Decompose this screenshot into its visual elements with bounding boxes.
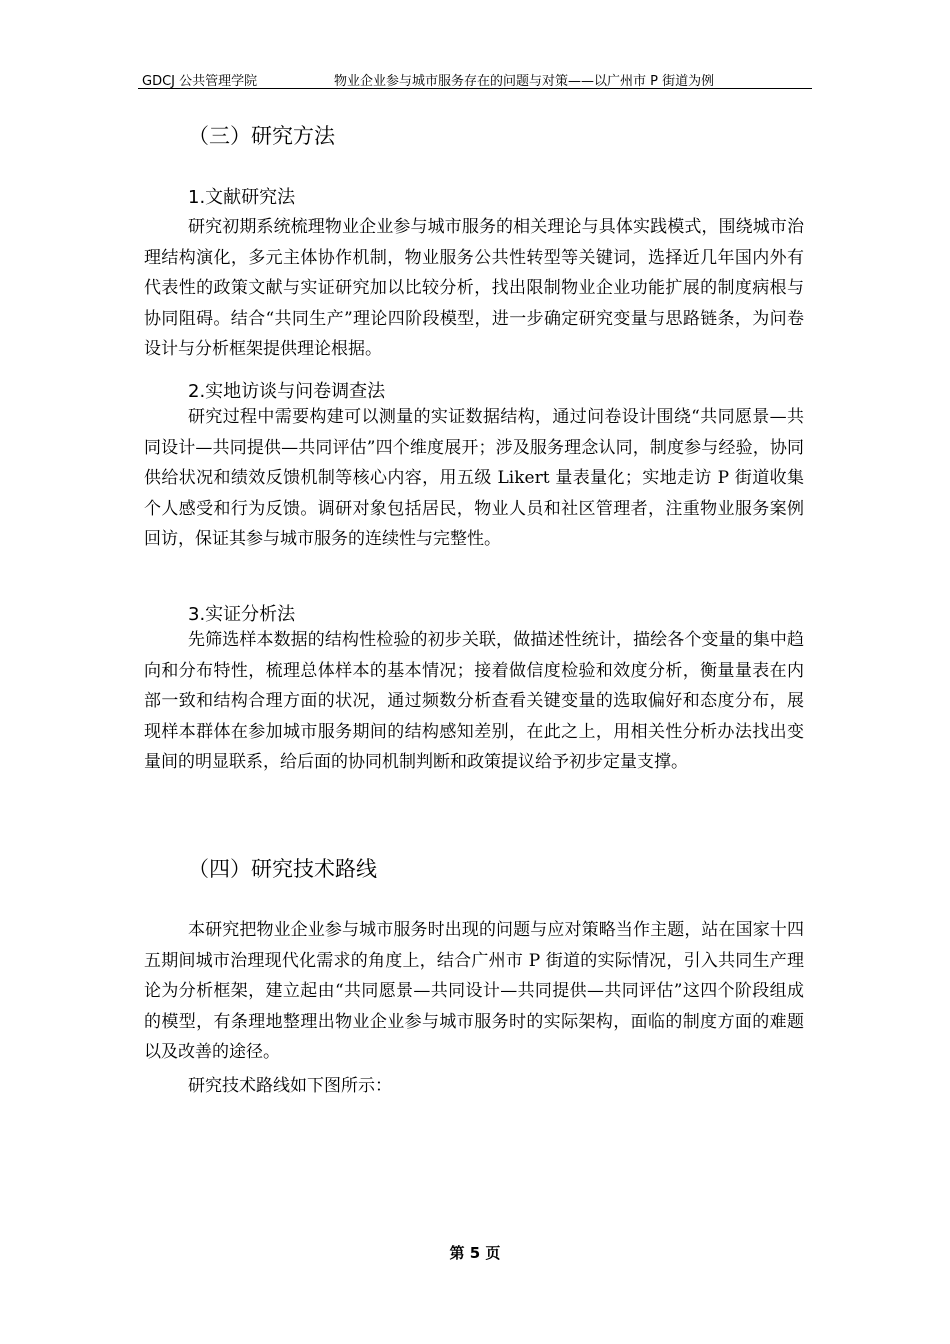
- page-number: 第 5 页: [449, 1244, 501, 1262]
- section-4-paragraph: 本研究把物业企业参与城市服务时出现的问题与应对策略当作主题，站在国家十四五期间城市治理现代化需求的角度上，结合广州市 P 街道的实际情况，引入共同生产理论为分析框架，建立起由“共同愿景—共同设计—共同提供—共同评估”这四个阶段组成的模型，有条理地整理出物业企业参与城市服务时的实际架构，面临的制度方面的难题以及改善的途径。: [144, 920, 804, 1062]
- header-thesis-title: 物业企业参与城市服务存在的问题与对策——以广州市 P 街道为例: [334, 74, 715, 89]
- section-4-figure-intro: 研究技术路线如下图所示：: [188, 1076, 392, 1096]
- subsection-3-3-heading: 3.实证分析法: [188, 604, 296, 625]
- subsection-3-1-heading: 1.文献研究法: [188, 187, 296, 208]
- section-3-heading: （三）研究方法: [188, 124, 335, 148]
- header-institution: GDCJ 公共管理学院: [142, 74, 258, 89]
- subsection-3-1-paragraph: 研究初期系统梳理物业企业参与城市服务的相关理论与具体实践模式，围绕城市治理结构演化，多元主体协作机制，物业服务公共性转型等关键词，选择近几年国内外有代表性的政策文献与实证研究加以比较分析，找出限制物业企业功能扩展的制度病根与协同阻碍。结合“共同生产”理论四阶段模型，进一步确定研究变量与思路链条，为问卷设计与分析框架提供理论根据。: [144, 217, 804, 359]
- page-header: [138, 68, 812, 89]
- subsection-3-3-paragraph: 先筛选样本数据的结构性检验的初步关联，做描述性统计，描绘各个变量的集中趋向和分布特性，梳理总体样本的基本情况；接着做信度检验和效度分析，衡量量表在内部一致和结构合理方面的状况，通过频数分析查看关键变量的选取偏好和态度分布，展现样本群体在参加城市服务期间的结构感知差别，在此之上，用相关性分析办法找出变量间的明显联系，给后面的协同机制判断和政策提议给予初步定量支撑。: [144, 630, 804, 772]
- section-4-heading: （四）研究技术路线: [188, 857, 377, 881]
- subsection-3-2-paragraph: 研究过程中需要构建可以测量的实证数据结构，通过问卷设计围绕“共同愿景—共同设计—共同提供—共同评估”四个维度展开；涉及服务理念认同，制度参与经验，协同供给状况和绩效反馈机制等核心内容，用五级 Likert 量表量化；实地走访 P 街道收集个人感受和行为反馈。调研对象包括居民，物业人员和社区管理者，注重物业服务案例回访，保证其参与城市服务的连续性与完整性。: [144, 407, 804, 549]
- subsection-3-2-heading: 2.实地访谈与问卷调查法: [188, 381, 386, 402]
